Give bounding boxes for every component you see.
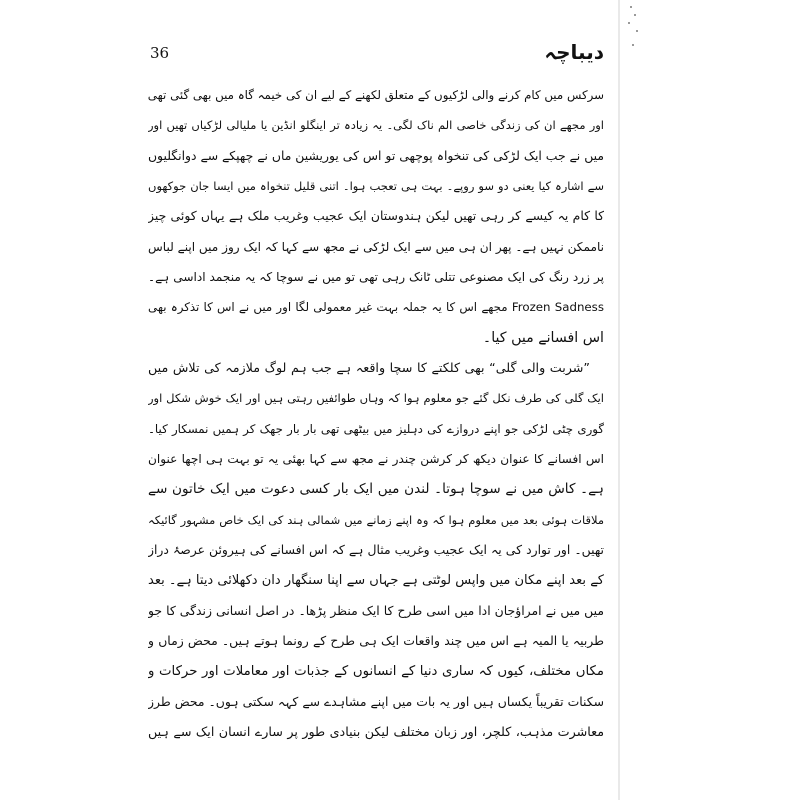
running-head: دیباچہ bbox=[544, 40, 604, 64]
text-line: ہے۔ کاش میں نے سوچا ہوتا۔ لندن میں ایک بار کسی دعوت میں ایک خاتون سے bbox=[148, 481, 604, 498]
text-line: اس افسانے میں کیا۔ bbox=[482, 329, 604, 346]
text-line: کا کام یہ کیسے کر رہی تھیں لیکن ہندوستان ایک عجیب وغریب ملک ہے یہاں کوئی چیز bbox=[148, 208, 604, 224]
text-line: ”شربت والی گلی“ بھی کلکتے کا سچا واقعہ ہے جب ہم لوگ ملازمہ کی تلاش میں bbox=[148, 360, 590, 376]
text-line: ملاقات ہوئی بعد میں معلوم ہوا کہ وہ اپنے زمانے میں شمالی ہند کی ایک خاص مشہور گائیکہ bbox=[148, 512, 604, 527]
text-line: مکاں مختلف، کیوں کہ ساری دنیا کے انسانوں کے جذبات اور معاملات اور حرکات و bbox=[148, 663, 604, 679]
text-line: اور مجھے ان کی زندگی خاصی الم ناک لگی۔ یہ زیادہ تر اینگلو انڈین یا ملیالی لڑکیاں تھیں اور bbox=[148, 118, 604, 133]
text-line: Frozen Sadness مجھے اس کا یہ جملہ بہت غیر معمولی لگا اور میں نے اس کا تذکرہ بھی bbox=[148, 300, 604, 315]
text-line: سکنات تقریباً یکساں ہیں اور یہ بات میں اپنے مشاہدے سے کہہ سکتی ہوں۔ محض طرز bbox=[148, 693, 604, 709]
text-line: طربیہ یا المیہ ہے اس میں چند واقعات ایک ہی طرح کے رونما ہوتے ہیں۔ محض زماں و bbox=[148, 633, 604, 649]
text-line: معاشرت مذہب، کلچر، اور زبان مختلف لیکن بنیادی طور پر سارے انسان ایک سے ہیں bbox=[148, 724, 604, 740]
body-text bbox=[148, 80, 604, 748]
scan-fold-edge bbox=[618, 0, 620, 800]
scan-noise bbox=[626, 0, 640, 60]
text-line: اس افسانے کا عنوان دیکھ کر کرشن چندر نے مجھ سے کہا بھئی یہ تو بہت ہی اچھا عنوان bbox=[148, 452, 604, 467]
text-line: میں میں نے امراؤجان ادا میں اسی طرح کا ایک منظر پڑھا۔ در اصل انسانی زندگی کا جو bbox=[148, 602, 604, 618]
page-number: 36 bbox=[150, 44, 170, 62]
text-line: کے بعد اپنے مکان میں واپس لوٹتی ہے جہاں سے اپنا سنگھار دان دکھلائی دیتا ہے۔ بعد bbox=[148, 572, 604, 588]
text-line: سرکس میں کام کرنے والی لڑکیوں کے متعلق لکھنے کے لیے ان کی خیمہ گاہ میں بھی گئی تھی bbox=[148, 88, 604, 102]
text-line: گوری چٹی لڑکی جو اپنے دروازے کی دہلیز میں بیٹھی تھی بار بار جھک کر ہمیں نمسکار کیا۔ bbox=[148, 421, 604, 436]
text-line: سے اشارہ کیا یعنی دو سو روپے۔ بہت ہی تعجب ہوا۔ اتنی قلیل تنخواہ میں ایسا جان جوکھوں bbox=[148, 179, 604, 194]
text-line: ایک گلی کی طرف نکل گئے جو معلوم ہوا کہ وہاں طوائفیں رہتی ہیں اور ایک خوش شکل اور bbox=[148, 391, 604, 406]
text-line: میں نے جب ایک لڑکی کی تنخواہ پوچھی تو اس کی یوریشین ماں نے چھپکے سے دوانگلیوں bbox=[148, 147, 604, 163]
text-line: ناممکن نہیں ہے۔ پھر ان ہی میں سے ایک لڑکی نے مجھ سے کہا کہ ایک روز میں اپنے لباس bbox=[148, 239, 604, 254]
text-line: تھیں۔ اور توارد کی یہ ایک عجیب وغریب مثال ہے کہ اس افسانے کی ہیروئن عرصۂ دراز bbox=[148, 542, 604, 558]
text-line: پر زرد رنگ کی ایک مصنوعی تتلی ٹانک رہی تھی تو میں نے سوچا کہ یہ منجمد اداسی ہے۔ bbox=[148, 270, 604, 285]
